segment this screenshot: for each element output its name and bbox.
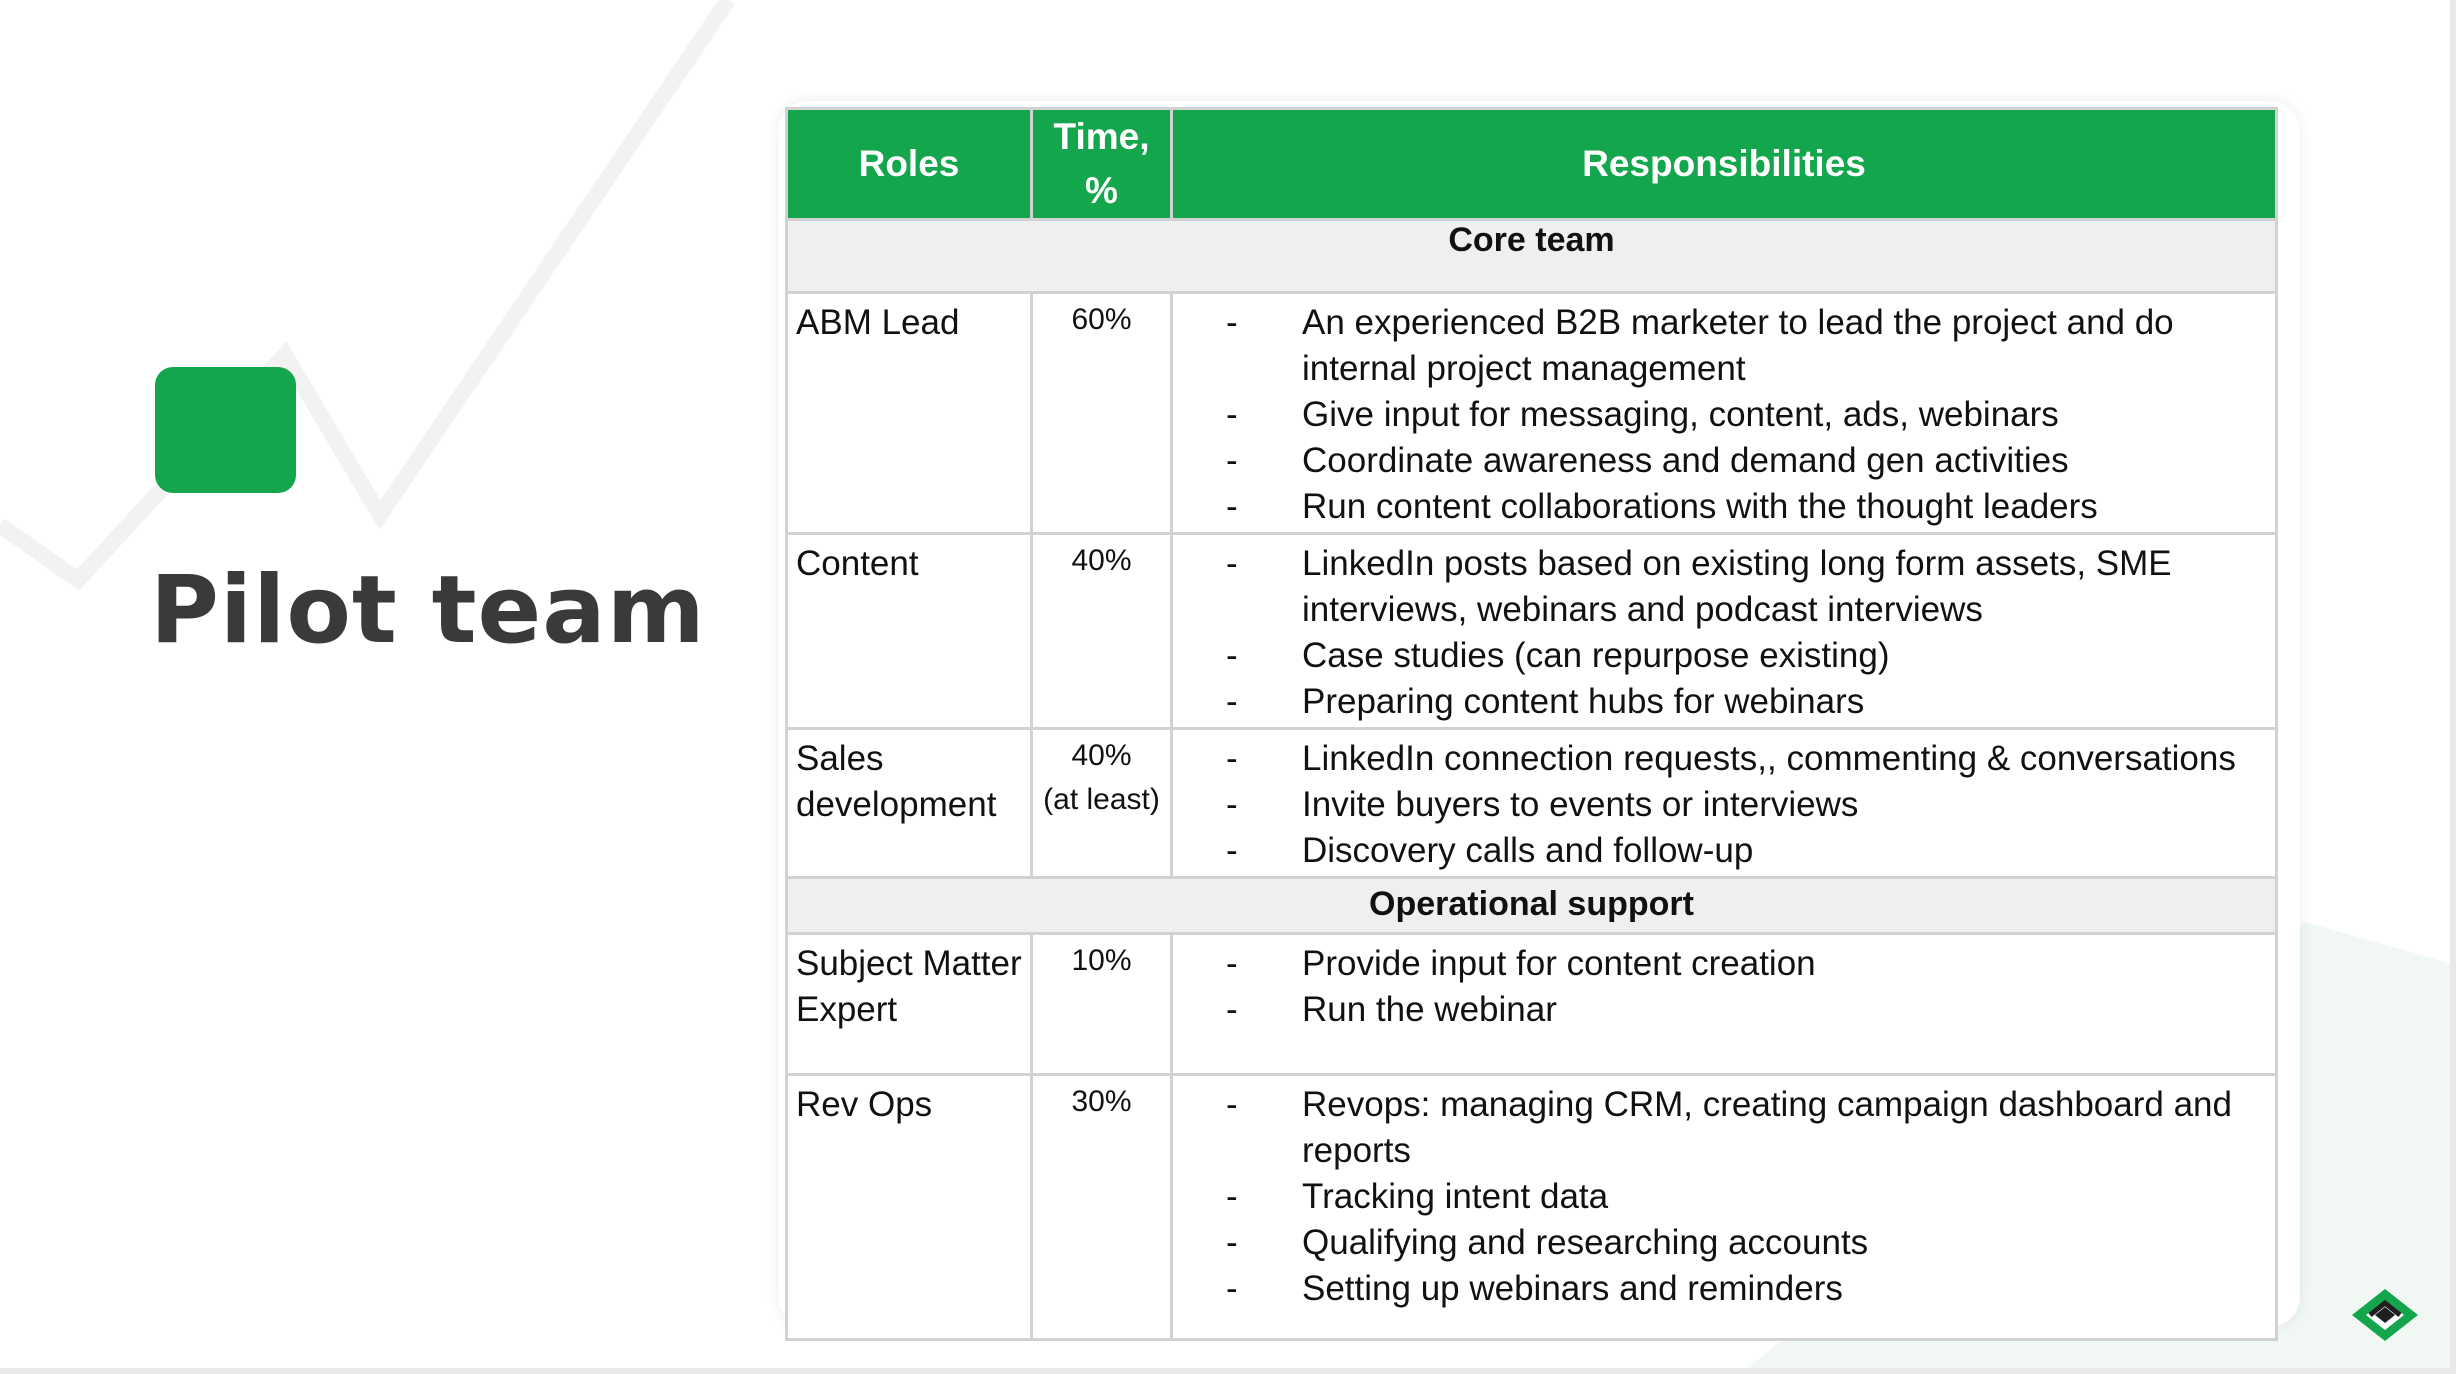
responsibility-list xyxy=(1173,941,2265,1033)
page-title: Pilot team xyxy=(150,556,706,665)
role-cell: Subject Matter Expert xyxy=(787,934,1032,1075)
responsibility-item: - Discovery calls and follow-up xyxy=(1173,828,2265,874)
time-cell: 60% xyxy=(1032,293,1172,534)
responsibility-item: - Qualifying and researching accounts xyxy=(1173,1220,2265,1266)
responsibility-list xyxy=(1173,736,2265,874)
role-cell: ABM Lead xyxy=(787,293,1032,534)
responsibility-item: - Give input for messaging, content, ads, webinars xyxy=(1173,392,2265,438)
responsibility-list xyxy=(1173,541,2265,725)
responsibility-item: - Preparing content hubs for webinars xyxy=(1173,679,2265,725)
responsibility-item: - LinkedIn connection requests,, commenting & conversations xyxy=(1173,736,2265,782)
responsibility-item: - LinkedIn posts based on existing long form assets, SME interviews, webinars and podcast interviews xyxy=(1173,541,2265,633)
role-cell: Content xyxy=(787,534,1032,729)
background-zigzag-line xyxy=(0,0,728,580)
responsibility-item: - Run the webinar xyxy=(1173,987,2265,1033)
responsibilities-cell xyxy=(1172,293,2277,534)
section-row-core-team xyxy=(787,220,2277,293)
table-row xyxy=(787,729,2277,878)
role-cell: Rev Ops xyxy=(787,1075,1032,1340)
right-border xyxy=(2450,0,2456,1374)
section-heading: Core team xyxy=(787,220,2277,293)
responsibility-item: - Run content collaborations with the thought leaders xyxy=(1173,484,2265,530)
responsibility-item: - Case studies (can repurpose existing) xyxy=(1173,633,2265,679)
table-row xyxy=(787,934,2277,1075)
header-responsibilities: Responsibilities xyxy=(1172,109,2277,220)
header-time: Time, % xyxy=(1032,109,1172,220)
responsibilities-cell xyxy=(1172,934,2277,1075)
time-cell: 40% (at least) xyxy=(1032,729,1172,878)
accent-square xyxy=(155,367,296,493)
time-cell: 40% xyxy=(1032,534,1172,729)
time-cell: 30% xyxy=(1032,1075,1172,1340)
table-header-row xyxy=(787,109,2277,220)
section-heading: Operational support xyxy=(787,878,2277,934)
responsibility-item: - An experienced B2B marketer to lead the project and do internal project management xyxy=(1173,300,2265,392)
green-diamond-logo-icon xyxy=(2348,1286,2422,1344)
table-row xyxy=(787,293,2277,534)
time-cell: 10% xyxy=(1032,934,1172,1075)
responsibility-item: - Invite buyers to events or interviews xyxy=(1173,782,2265,828)
header-roles: Roles xyxy=(787,109,1032,220)
responsibilities-cell xyxy=(1172,534,2277,729)
responsibility-list xyxy=(1173,300,2265,530)
responsibility-item: - Setting up webinars and reminders xyxy=(1173,1266,2265,1312)
responsibility-item: - Tracking intent data xyxy=(1173,1174,2265,1220)
table-row xyxy=(787,1075,2277,1340)
responsibility-item: - Provide input for content creation xyxy=(1173,941,2265,987)
responsibility-item: - Coordinate awareness and demand gen activities xyxy=(1173,438,2265,484)
table-row xyxy=(787,534,2277,729)
responsibilities-cell xyxy=(1172,729,2277,878)
responsibilities-cell xyxy=(1172,1075,2277,1340)
responsibility-list xyxy=(1173,1082,2265,1312)
bottom-border xyxy=(0,1368,2456,1374)
roles-table xyxy=(785,107,2278,1341)
role-cell: Sales development xyxy=(787,729,1032,878)
responsibility-item: - Revops: managing CRM, creating campaign dashboard and reports xyxy=(1173,1082,2265,1174)
section-row-operational-support xyxy=(787,878,2277,934)
